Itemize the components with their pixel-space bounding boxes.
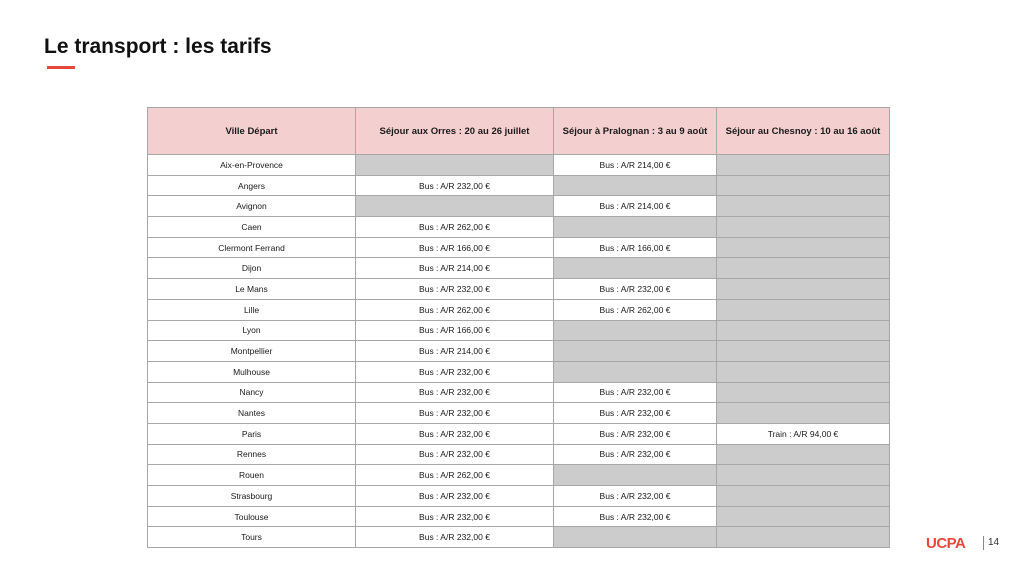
cell-orres: Bus : A/R 262,00 € bbox=[356, 465, 554, 486]
table-row bbox=[148, 506, 890, 527]
cell-pralognan bbox=[554, 527, 717, 548]
table-row bbox=[148, 217, 890, 238]
cell-chesnoy bbox=[717, 486, 890, 507]
cell-pralognan: Bus : A/R 262,00 € bbox=[554, 299, 717, 320]
cell-pralognan: Bus : A/R 232,00 € bbox=[554, 382, 717, 403]
cell-pralognan: Bus : A/R 232,00 € bbox=[554, 506, 717, 527]
cell-orres: Bus : A/R 232,00 € bbox=[356, 382, 554, 403]
table-row bbox=[148, 382, 890, 403]
cell-chesnoy bbox=[717, 341, 890, 362]
cell-pralognan: Bus : A/R 232,00 € bbox=[554, 486, 717, 507]
cell-chesnoy bbox=[717, 196, 890, 217]
ucpa-logo: UCPA bbox=[926, 535, 966, 552]
table-body bbox=[148, 155, 890, 548]
cell-chesnoy bbox=[717, 155, 890, 176]
cell-chesnoy bbox=[717, 506, 890, 527]
cell-chesnoy bbox=[717, 299, 890, 320]
cell-chesnoy bbox=[717, 444, 890, 465]
cell-orres: Bus : A/R 232,00 € bbox=[356, 527, 554, 548]
cell-chesnoy bbox=[717, 237, 890, 258]
table-row bbox=[148, 465, 890, 486]
slide-title: Le transport : les tarifs bbox=[44, 35, 272, 58]
cell-chesnoy bbox=[717, 465, 890, 486]
cell-ville: Toulouse bbox=[148, 506, 356, 527]
cell-ville: Paris bbox=[148, 423, 356, 444]
table-row bbox=[148, 444, 890, 465]
table-row bbox=[148, 175, 890, 196]
cell-chesnoy: Train : A/R 94,00 € bbox=[717, 423, 890, 444]
page-number: 14 bbox=[988, 537, 1000, 548]
cell-ville: Clermont Ferrand bbox=[148, 237, 356, 258]
cell-chesnoy bbox=[717, 217, 890, 238]
cell-chesnoy bbox=[717, 382, 890, 403]
cell-ville: Rouen bbox=[148, 465, 356, 486]
table-row bbox=[148, 155, 890, 176]
table-row bbox=[148, 279, 890, 300]
cell-orres: Bus : A/R 262,00 € bbox=[356, 299, 554, 320]
table-row bbox=[148, 423, 890, 444]
cell-ville: Aix-en-Provence bbox=[148, 155, 356, 176]
cell-chesnoy bbox=[717, 527, 890, 548]
cell-ville: Nancy bbox=[148, 382, 356, 403]
cell-pralognan bbox=[554, 217, 717, 238]
cell-pralognan: Bus : A/R 232,00 € bbox=[554, 423, 717, 444]
cell-orres: Bus : A/R 232,00 € bbox=[356, 506, 554, 527]
cell-pralognan bbox=[554, 320, 717, 341]
cell-ville: Angers bbox=[148, 175, 356, 196]
cell-orres: Bus : A/R 232,00 € bbox=[356, 279, 554, 300]
cell-pralognan: Bus : A/R 232,00 € bbox=[554, 279, 717, 300]
table-row bbox=[148, 341, 890, 362]
cell-orres: Bus : A/R 166,00 € bbox=[356, 320, 554, 341]
cell-orres: Bus : A/R 232,00 € bbox=[356, 423, 554, 444]
cell-pralognan: Bus : A/R 232,00 € bbox=[554, 444, 717, 465]
cell-ville: Tours bbox=[148, 527, 356, 548]
cell-ville: Lille bbox=[148, 299, 356, 320]
cell-ville: Mulhouse bbox=[148, 361, 356, 382]
cell-orres: Bus : A/R 232,00 € bbox=[356, 486, 554, 507]
cell-ville: Rennes bbox=[148, 444, 356, 465]
cell-chesnoy bbox=[717, 279, 890, 300]
table-row bbox=[148, 196, 890, 217]
table-row bbox=[148, 258, 890, 279]
cell-pralognan bbox=[554, 341, 717, 362]
cell-ville: Avignon bbox=[148, 196, 356, 217]
cell-pralognan bbox=[554, 258, 717, 279]
cell-pralognan bbox=[554, 465, 717, 486]
cell-ville: Le Mans bbox=[148, 279, 356, 300]
cell-chesnoy bbox=[717, 175, 890, 196]
cell-pralognan: Bus : A/R 214,00 € bbox=[554, 155, 717, 176]
header-chesnoy: Séjour au Chesnoy : 10 au 16 août bbox=[717, 108, 890, 155]
cell-ville: Caen bbox=[148, 217, 356, 238]
cell-orres: Bus : A/R 214,00 € bbox=[356, 341, 554, 362]
tariff-table bbox=[147, 107, 890, 548]
cell-ville: Montpellier bbox=[148, 341, 356, 362]
cell-orres: Bus : A/R 232,00 € bbox=[356, 403, 554, 424]
cell-orres: Bus : A/R 214,00 € bbox=[356, 258, 554, 279]
cell-pralognan: Bus : A/R 214,00 € bbox=[554, 196, 717, 217]
cell-orres: Bus : A/R 232,00 € bbox=[356, 175, 554, 196]
table-row bbox=[148, 320, 890, 341]
title-underline bbox=[47, 66, 75, 69]
cell-pralognan bbox=[554, 361, 717, 382]
cell-ville: Nantes bbox=[148, 403, 356, 424]
table-row bbox=[148, 361, 890, 382]
table-row bbox=[148, 486, 890, 507]
cell-ville: Lyon bbox=[148, 320, 356, 341]
cell-pralognan: Bus : A/R 166,00 € bbox=[554, 237, 717, 258]
cell-orres: Bus : A/R 166,00 € bbox=[356, 237, 554, 258]
cell-orres: Bus : A/R 262,00 € bbox=[356, 217, 554, 238]
header-orres: Séjour aux Orres : 20 au 26 juillet bbox=[356, 108, 554, 155]
footer-separator bbox=[983, 536, 984, 550]
header-pralognan: Séjour à Pralognan : 3 au 9 août bbox=[554, 108, 717, 155]
cell-chesnoy bbox=[717, 403, 890, 424]
table-row bbox=[148, 237, 890, 258]
cell-pralognan: Bus : A/R 232,00 € bbox=[554, 403, 717, 424]
table-row bbox=[148, 527, 890, 548]
table-row bbox=[148, 403, 890, 424]
cell-chesnoy bbox=[717, 320, 890, 341]
cell-pralognan bbox=[554, 175, 717, 196]
table-header-row bbox=[148, 108, 890, 155]
cell-chesnoy bbox=[717, 361, 890, 382]
header-ville-depart: Ville Départ bbox=[148, 108, 356, 155]
table-row bbox=[148, 299, 890, 320]
cell-ville: Dijon bbox=[148, 258, 356, 279]
cell-chesnoy bbox=[717, 258, 890, 279]
cell-orres bbox=[356, 196, 554, 217]
cell-ville: Strasbourg bbox=[148, 486, 356, 507]
cell-orres: Bus : A/R 232,00 € bbox=[356, 444, 554, 465]
cell-orres: Bus : A/R 232,00 € bbox=[356, 361, 554, 382]
cell-orres bbox=[356, 155, 554, 176]
